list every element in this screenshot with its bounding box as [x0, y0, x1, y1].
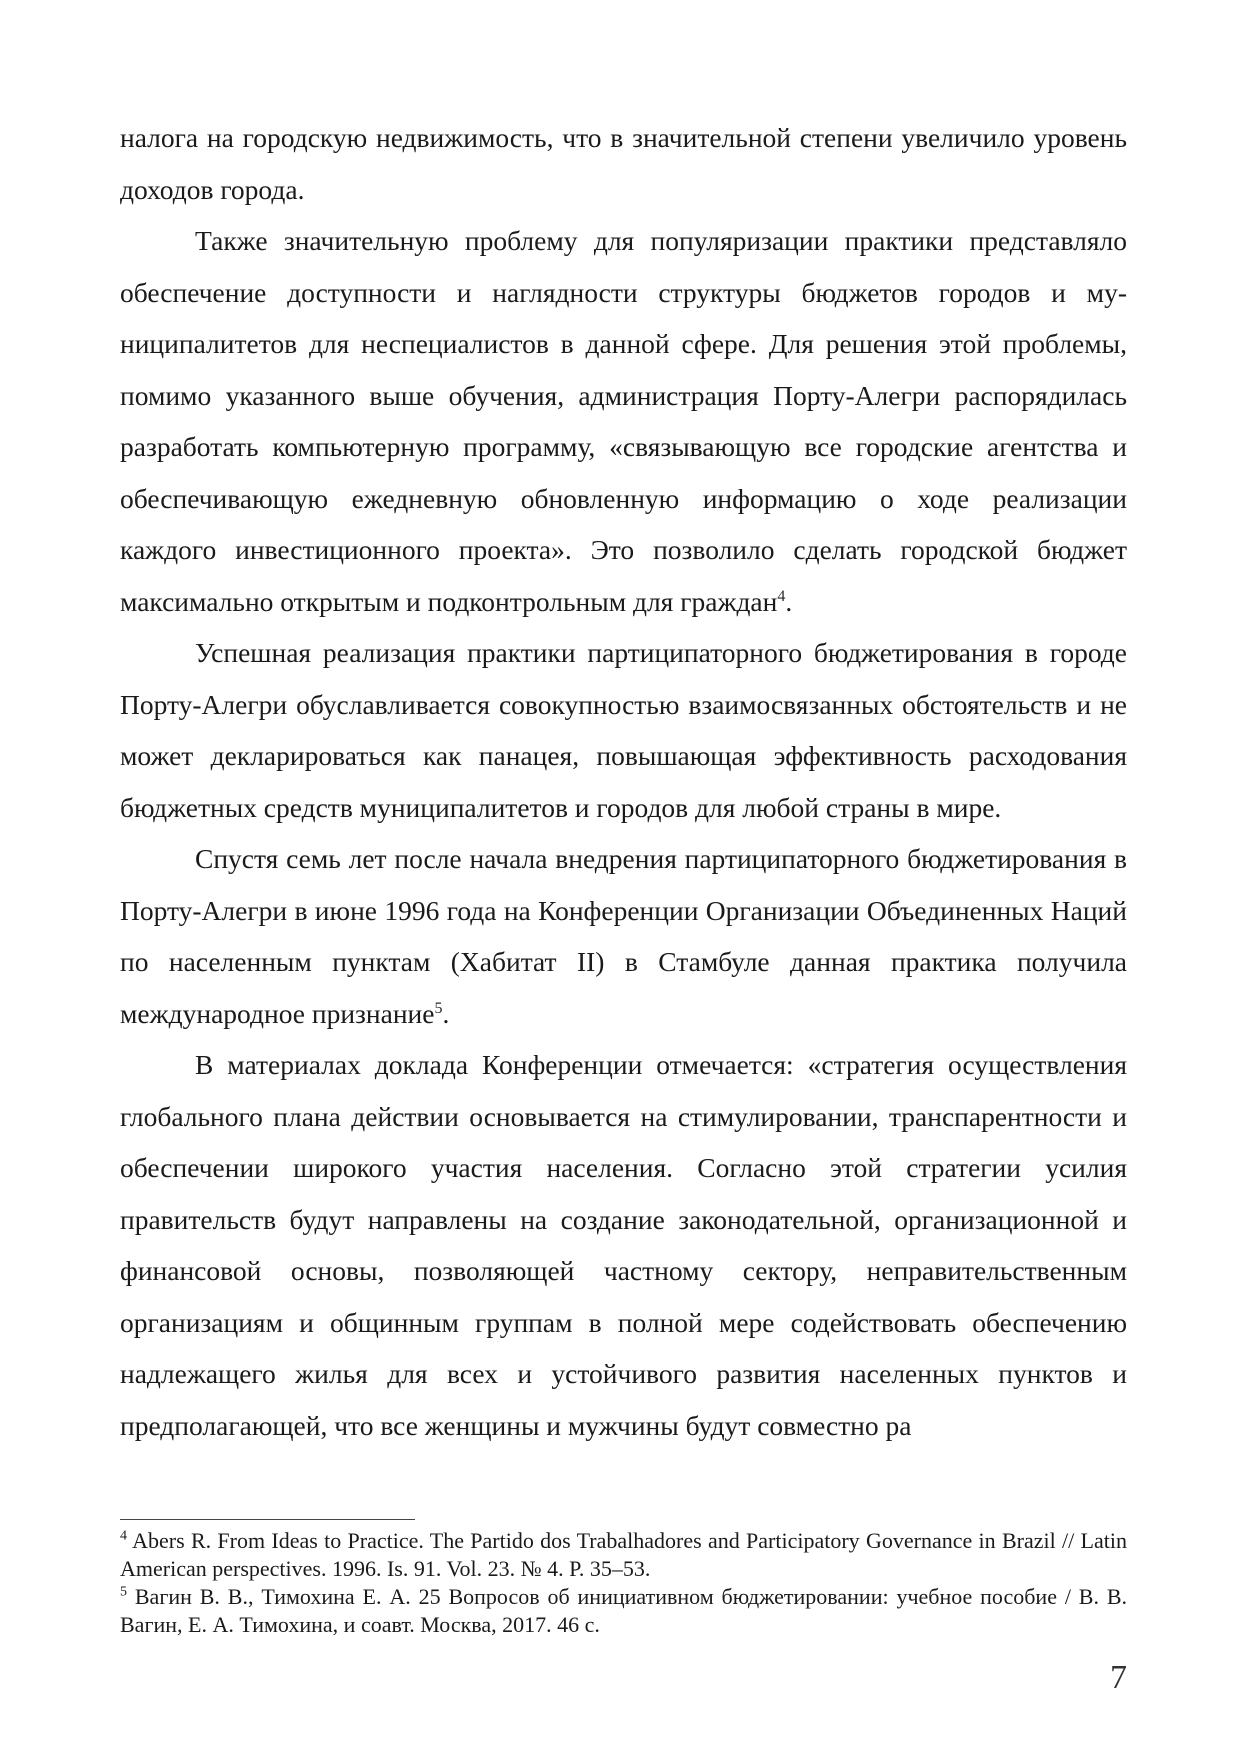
footnote-number: 5 — [120, 1584, 127, 1600]
footnote-ref-4[interactable]: 4 — [777, 587, 786, 605]
paragraph-3 — [120, 627, 1127, 833]
footnote-ref-5[interactable]: 5 — [434, 999, 443, 1017]
paragraph-text: В материалах доклада Конференции отмечается: «стратегия осуществления глобального плана действии основывается на стимулировании, транспарентности и обеспечении широкого участия населения. Согласно этой стратегии усилия правительств будут направлены на создание законодательной, организационной и финансовой основы, позволяющей частному сектору, неправительственным организациям и общинным группам в полной мере содействовать обеспечению надлежащего жилья для всех и устойчивого развития населенных пунктов и предполагающей, что все женщины и мужчины будут совместно ра — [120, 1049, 1127, 1441]
footnotes — [120, 1527, 1127, 1639]
paragraph-text: налога на городскую недвижимость, что в значительной степени увеличило уровень доходов города. — [120, 122, 1127, 205]
footnote-text: Abers R. From Ideas to Practice. The Partido dos Trabalhadores and Participatory Governance in Brazil // Latin American perspectives. 1996. Is. 91. Vol. 23. № 4. P. 35–53. — [120, 1528, 1127, 1581]
footnote-5 — [120, 1583, 1127, 1639]
paragraph-4: Спустя семь лет после начала внедрения партиципаторного бюджетирования в Порту-Алегри в июне 1996 года на Конференции Организации Объединенных Наций по населенным пунктам (Хабитат II) в Стамбуле данная практика получила международное признание$^5$. — [120, 843, 1127, 1029]
paragraph-text: Также значительную проблему для популяризации практики представляло обеспечение доступности и наглядности структуры бюджетов городов и муниципалитетов для неспециалистов в данной сфере. Для решения этой проблемы, помимо указанного выше обучения, администрация Порту-Алегри распорядилась разработать компьютерную программу, «связывающую все городские агентства и обеспечивающую ежедневную обновленную информацию о ходе реализации каждого инвестиционного проекта». Это позволило сделать городской бюджет максимально открытым и подконтрольным для граждан — [120, 225, 1127, 617]
footnote-text: Вагин В. В., Тимохина Е. А. 25 Вопросов об инициативном бюджетировании: учебное пособие / В. В. Вагин, Е. А. Тимохина, и соавт. Москва, 2017. 46 с. — [120, 1584, 1128, 1637]
footnote-separator — [120, 1519, 415, 1520]
paragraph-5 — [120, 1039, 1127, 1451]
footnote-number: 4 — [120, 1528, 127, 1544]
paragraph-1 — [120, 112, 1127, 215]
paragraph-text: Успешная реализация практики партиципаторного бюджетирования в городе Порту-Алегри обуславливается совокупностью взаимосвязанных обстоятельств и не может декларироваться как панацея, повышающая эффективность расходования бюджетных средств муниципалитетов и городов для любой страны в мире. — [120, 637, 1127, 823]
paragraph-text: Спустя семь лет после начала внедрения партиципаторного бюджетирования в Порту-Алегри в июне 1996 года на Конференции Организации Объединенных Наций по населенным пунктам (Хабитат II) в Стамбуле данная практика получила международное признание — [120, 843, 1127, 1029]
page-number: 7 — [1110, 1659, 1127, 1696]
main-text — [120, 112, 1127, 1451]
footnote-4 — [120, 1527, 1127, 1583]
paragraph-2: Также значительную проблему для популяризации практики представляло обеспечение доступности и наглядности структуры бюджетов городов и муниципалитетов для неспециалистов в данной сфере. Для решения этой проблемы, помимо указанного выше обучения, администрация Порту-Алегри распорядилась разработать компьютерную программу, «связывающую все городские агентства и обеспечивающую ежедневную обновленную информацию о ходе реализации каждого инвестиционного проекта». Это позволило сделать городской бюджет максимально открытым и подконтрольным для граждан$^4$. — [120, 225, 1127, 617]
